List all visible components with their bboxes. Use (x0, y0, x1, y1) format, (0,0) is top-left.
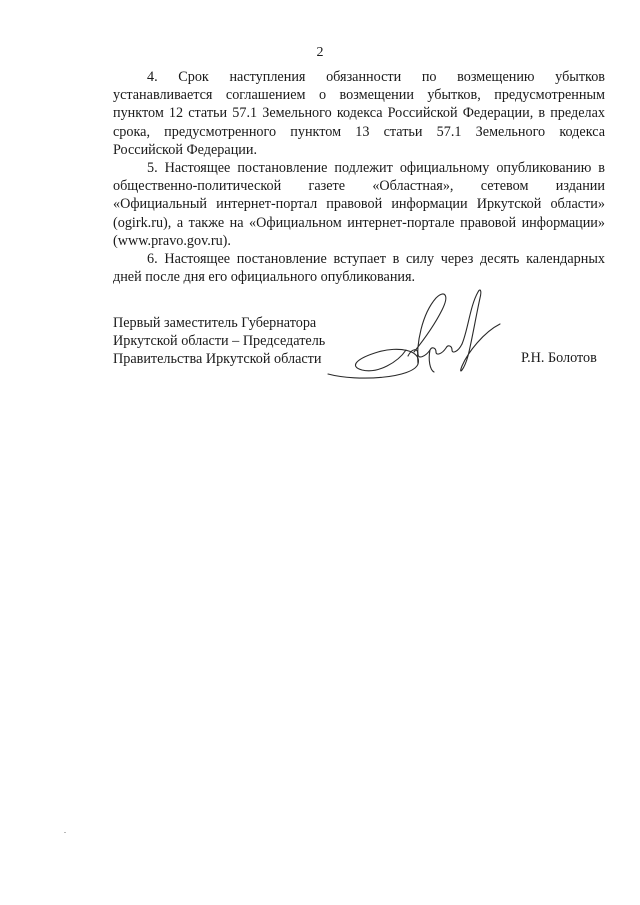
paragraph-4-line-3: пунктом 12 статьи 57.1 Земельного кодекса Российской Федерации, в пределах (113, 105, 605, 122)
paragraph-4-line-4: срока, предусмотренного пунктом 13 статьи 57.1 Земельного кодекса (113, 123, 605, 140)
document-body (113, 68, 605, 286)
scan-speck (64, 832, 66, 833)
signatory-position (113, 314, 353, 368)
signatory-position-line-3: Правительства Иркутской области (113, 351, 322, 367)
signatory-position-line-2: Иркутской области – Председатель (113, 333, 326, 349)
paragraph-6-line-2: дней после дня его официального опубликования. (113, 269, 416, 286)
paragraph-6-line-1: 6. Настоящее постановление вступает в силу через десять календарных (147, 251, 605, 268)
signer-name: Р.Н. Болотов (521, 350, 597, 366)
paragraph-4-line-1: 4. Срок наступления обязанности по возмещению убытков (147, 69, 605, 85)
paragraph-5-line-5: (www.pravo.gov.ru). (113, 232, 231, 249)
handwritten-signature (318, 286, 504, 386)
paragraph-5-line-3: «Официальный интернет-портал правовой информации Иркутской области» (113, 196, 605, 213)
paragraph-4-line-2: устанавливается соглашением о возмещении убытков, предусмотренным (113, 87, 605, 104)
paragraph-5-line-4: (ogirk.ru), а также на «Официальном интернет-портале правовой информации» (113, 214, 605, 231)
page-number: 2 (316, 45, 324, 60)
paragraph-5-line-2: общественно-политической газете «Областная», сетевом издании (113, 178, 605, 195)
signatory-position-line-1: Первый заместитель Губернатора (113, 315, 317, 331)
paragraph-4-line-5: Российской Федерации. (113, 141, 258, 158)
paragraph-5-line-1: 5. Настоящее постановление подлежит официальному опубликованию в (147, 160, 605, 177)
